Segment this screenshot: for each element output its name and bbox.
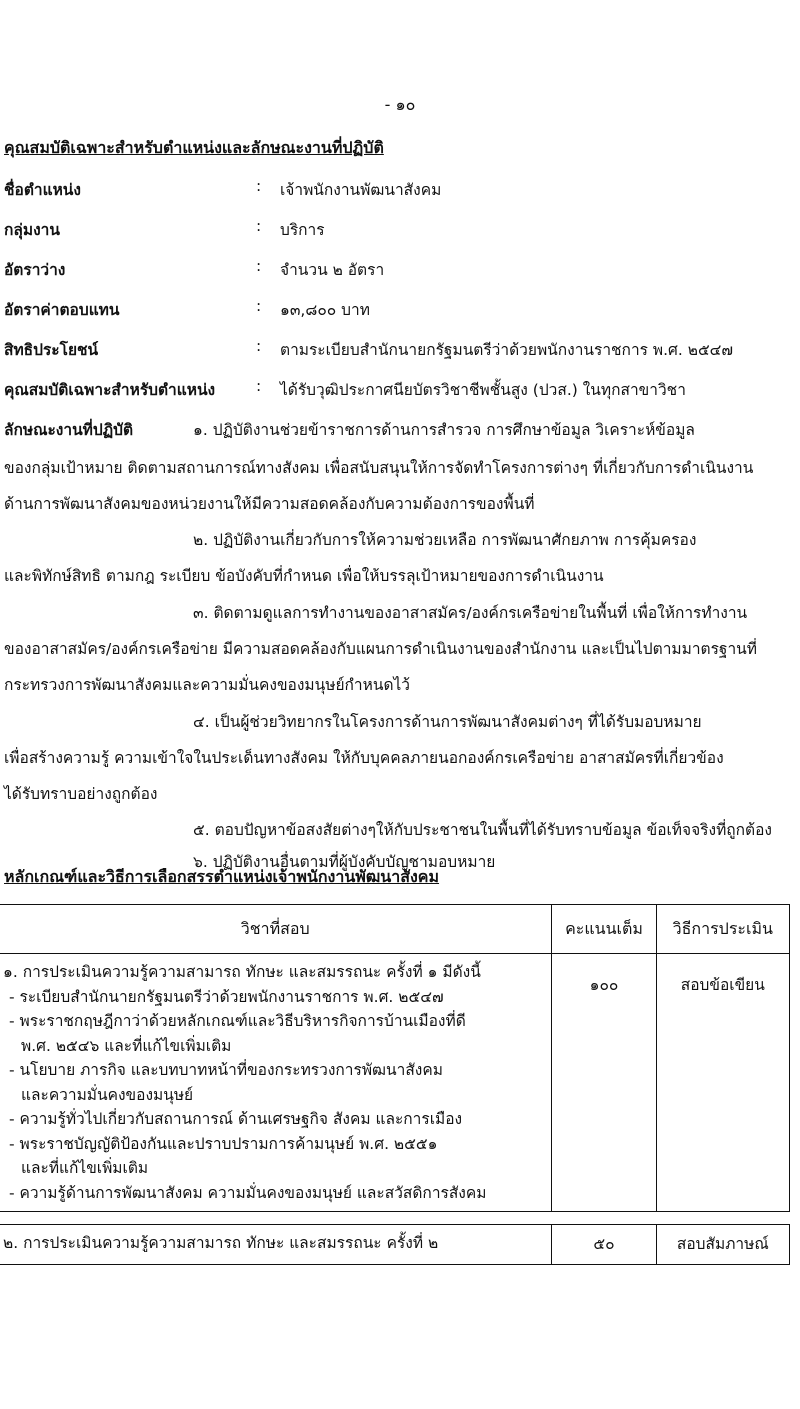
field-label: กลุ่มงาน [4, 221, 60, 239]
field-label: สิทธิประโยชน์ [4, 341, 99, 359]
field-label: คุณสมบัติเฉพาะสำหรับตำแหน่ง [4, 381, 216, 399]
table-header-row [0, 905, 790, 954]
table-row [0, 954, 790, 1212]
field-value: จำนวน ๒ อัตรา [280, 261, 385, 279]
list-item [3, 985, 551, 1010]
list-item-continuation: และที่แก้ไขเพิ่มเติม [21, 1159, 149, 1177]
table-spacer [0, 1212, 790, 1225]
field-value: ได้รับวุฒิประกาศนียบัตรวิชาชีพชั้นสูง (ปวส.) ในทุกสาขาวิชา [280, 381, 686, 399]
topic-list [3, 985, 551, 1206]
selection-criteria-table [0, 904, 790, 1265]
duty-line: ๒. ปฏิบัติงานเกี่ยวกับการให้ความช่วยเหลือ การพัฒนาศักยภาพ การคุ้มครอง [193, 531, 697, 549]
duty-line: ๓. ติดตามดูแลการทำงานของอาสาสมัคร/องค์กรเครือข่ายในพื้นที่ เพื่อให้การทำงาน [193, 604, 748, 622]
field-value: เจ้าพนักงานพัฒนาสังคม [280, 181, 442, 199]
duty-line: ๔. เป็นผู้ช่วยวิทยากรในโครงการด้านการพัฒนาสังคมต่างๆ ที่ได้รับมอบหมาย [193, 713, 702, 731]
section-heading-selection-criteria: หลักเกณฑ์และวิธีการเลือกสรรตำแหน่งเจ้าพนักงานพัฒนาสังคม [4, 867, 440, 886]
duty-line: เพื่อสร้างความรู้ ความเข้าใจในประเด็นทางสังคม ให้กับบุคคลภายนอกองค์กรเครือข่าย อาสาสมัครที่เกี่ยวข้อง [4, 749, 724, 767]
section-heading-qualifications: คุณสมบัติเฉพาะสำหรับตำแหน่งและลักษณะงานที่ปฏิบัติ [4, 138, 384, 157]
duty-line: ๕. ตอบปัญหาข้อสงสัยต่างๆให้กับประชาชนในพื้นที่ได้รับทราบข้อมูล ข้อเท็จจริงที่ถูกต้อง [193, 821, 773, 839]
field-colon: : [256, 257, 262, 275]
method-cell: สอบสัมภาษณ์ [656, 1225, 789, 1265]
duty-line: ๖. ปฏิบัติงานอื่นตามที่ผู้บังคับบัญชามอบหมาย [193, 853, 496, 871]
list-item-text: - ความรู้ด้านการพัฒนาสังคม ความมั่นคงของมนุษย์ และสวัสดิการสังคม [9, 1183, 487, 1202]
field-label: อัตราค่าตอบแทน [4, 301, 120, 319]
field-colon: : [256, 297, 262, 315]
duty-line: และพิทักษ์สิทธิ ตามกฎ ระเบียบ ข้อบังคับที่กำหนด เพื่อให้บรรลุเป้าหมายของการดำเนินงาน [4, 567, 604, 585]
duties-label: ลักษณะงานที่ปฏิบัติ [4, 421, 134, 439]
field-value: ๑๓,๘๐๐ บาท [280, 301, 370, 319]
duty-line: กระทรวงการพัฒนาสังคมและความมั่นคงของมนุษย์กำหนดไว้ [4, 676, 411, 694]
list-item-text: - ระเบียบสำนักนายกรัฐมนตรีว่าด้วยพนักงานราชการ พ.ศ. ๒๕๔๗ [9, 987, 444, 1006]
list-item [3, 1009, 551, 1058]
subject-cell [0, 1225, 552, 1265]
page-number: - ๑๐ [384, 95, 416, 114]
duty-line: ๑. ปฏิบัติงานช่วยข้าราชการด้านการสำรวจ การศึกษาข้อมูล วิเคราะห์ข้อมูล [193, 421, 695, 439]
list-item [3, 1107, 551, 1132]
list-item [3, 1058, 551, 1107]
header-full-score: คะแนนเต็ม [552, 905, 656, 954]
field-colon: : [256, 177, 262, 195]
field-value: บริการ [280, 221, 325, 239]
duty-line: ด้านการพัฒนาสังคมของหน่วยงานให้มีความสอดคล้องกับความต้องการของพื้นที่ [4, 495, 535, 513]
field-colon: : [256, 217, 262, 235]
duty-line: ได้รับทราบอย่างถูกต้อง [4, 785, 158, 803]
list-item-continuation: และความมั่นคงของมนุษย์ [21, 1085, 194, 1104]
method-cell: สอบข้อเขียน [656, 954, 789, 1212]
list-item [3, 1132, 551, 1181]
list-item-text: - พระราชกฤษฎีกาว่าด้วยหลักเกณฑ์และวิธีบริหารกิจการบ้านเมืองที่ดี [9, 1012, 466, 1030]
field-colon: : [256, 377, 262, 395]
header-evaluation-method: วิธีการประเมิน [656, 905, 789, 954]
field-value: ตามระเบียบสำนักนายกรัฐมนตรีว่าด้วยพนักงานราชการ พ.ศ. ๒๕๔๗ [280, 341, 734, 359]
subject-cell [0, 954, 552, 1212]
score-cell: ๑๐๐ [552, 954, 656, 1212]
header-subject: วิชาที่สอบ [0, 905, 552, 954]
list-item [3, 1181, 551, 1206]
field-label: อัตราว่าง [4, 261, 66, 279]
score-cell: ๕๐ [552, 1225, 656, 1265]
list-item-text: - ความรู้ทั่วไปเกี่ยวกับสถานการณ์ ด้านเศรษฐกิจ สังคม และการเมือง [9, 1110, 463, 1128]
topic-title: ๒. การประเมินความรู้ความสามารถ ทักษะ และสมรรถนะ ครั้งที่ ๒ [3, 1234, 439, 1252]
table-row [0, 1225, 790, 1265]
list-item-continuation: พ.ศ. ๒๕๔๖ และที่แก้ไขเพิ่มเติม [21, 1036, 232, 1055]
topic-title: ๑. การประเมินความรู้ความสามารถ ทักษะ และสมรรถนะ ครั้งที่ ๑ มีดังนี้ [3, 963, 481, 981]
field-label: ชื่อตำแหน่ง [4, 181, 81, 199]
list-item-text: - นโยบาย ภารกิจ และบทบาทหน้าที่ของกระทรวงการพัฒนาสังคม [9, 1061, 443, 1079]
field-colon: : [256, 337, 262, 355]
list-item-text: - พระราชบัญญัติป้องกันและปราบปรามการค้ามนุษย์ พ.ศ. ๒๕๕๑ [9, 1134, 438, 1153]
duty-line: ของกลุ่มเป้าหมาย ติดตามสถานการณ์ทางสังคม เพื่อสนับสนุนให้การจัดทำโครงการต่างๆ ที่เกี่ยวกับการดำเนินงาน [4, 459, 754, 477]
duty-line: ของอาสาสมัคร/องค์กรเครือข่าย มีความสอดคล้องกับแผนการดำเนินงานของสำนักงาน และเป็นไปตามมาตรฐานที่ [4, 640, 757, 658]
